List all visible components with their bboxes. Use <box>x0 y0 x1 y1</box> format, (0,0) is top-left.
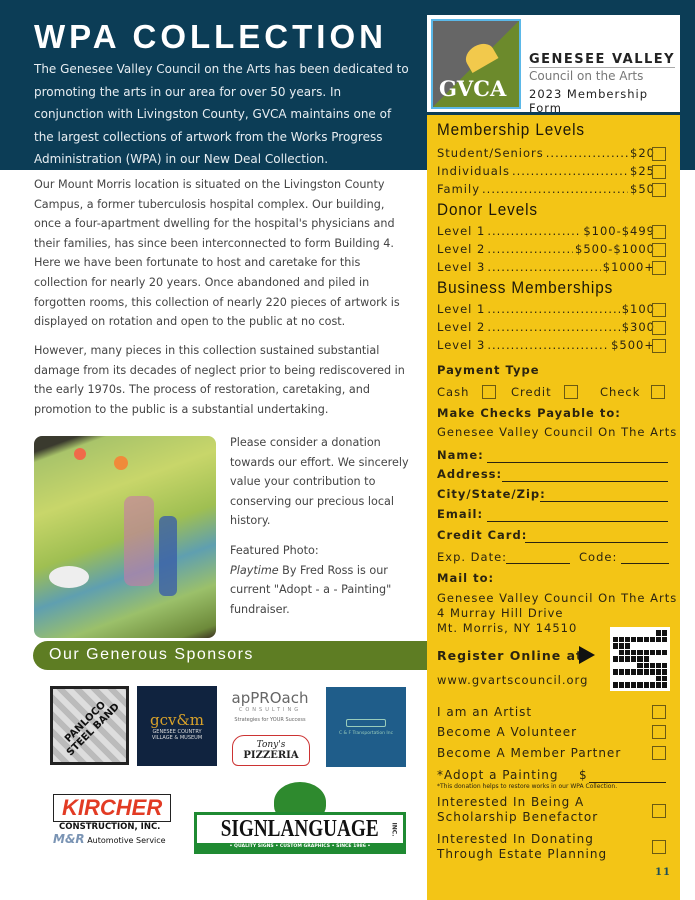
level-label: Level 2 <box>437 320 486 334</box>
level-label: Level 1 <box>437 224 486 238</box>
level-price: $25 <box>630 164 655 178</box>
payment-type-label: Payment Type <box>437 363 540 377</box>
option-label: I am an Artist <box>437 705 533 719</box>
donor-checkbox[interactable] <box>652 225 666 239</box>
donor-heading: Donor Levels <box>437 200 538 219</box>
field-label: City/State/Zip: <box>437 487 546 501</box>
qr-cell <box>650 643 655 649</box>
leader-dots <box>487 320 619 334</box>
approach-sub: CONSULTING <box>238 707 302 713</box>
qr-cell <box>613 656 618 662</box>
sponsor-logo-kircher <box>53 790 183 850</box>
field-input-line[interactable] <box>487 451 668 463</box>
qr-cell <box>644 630 649 636</box>
sign-tagline: • QUALITY SIGNS • CUSTOM GRAPHICS • SINCE 1986 • <box>229 844 371 849</box>
field-input-line[interactable] <box>525 531 668 543</box>
qr-cell <box>656 637 661 643</box>
qr-cell <box>662 656 667 662</box>
sponsors-heading: Our Generous Sponsors <box>33 641 427 670</box>
qr-cell <box>662 682 667 688</box>
qr-cell <box>631 643 636 649</box>
scholar-line: Interested In Being A <box>437 795 585 809</box>
qr-cell <box>619 643 624 649</box>
adopt-note: *This donation helps to restore works in our WPA Collection. <box>437 783 618 790</box>
qr-code[interactable] <box>610 627 670 691</box>
level-label: Level 1 <box>437 302 486 316</box>
field-input-line[interactable] <box>540 490 668 502</box>
qr-cell <box>637 669 642 675</box>
membership-checkbox[interactable] <box>652 183 666 197</box>
painting-title: Playtime <box>230 563 279 577</box>
field-label: Name: <box>437 448 484 462</box>
qr-cell <box>662 676 667 682</box>
mr-automotive <box>53 832 166 846</box>
qr-cell <box>625 637 630 643</box>
estate-line: Through Estate Planning <box>437 847 608 861</box>
level-label: Level 2 <box>437 242 486 256</box>
donor-row <box>437 224 655 238</box>
qr-cell <box>662 643 667 649</box>
qr-cell <box>656 630 661 636</box>
qr-cell <box>631 676 636 682</box>
sign-inc: INC. <box>390 822 398 836</box>
logo-name: GENESEE VALLEY <box>529 52 676 67</box>
sponsor-logo-cf-transportation <box>326 687 406 767</box>
option-checkbox[interactable] <box>652 725 666 739</box>
qr-cell <box>656 682 661 688</box>
intro-text: The Genesee Valley Council on the Arts has been dedicated to promoting the arts in our area for over 50 years. In conjunction with Livingston County, GVCA maintains one of the largest collections of artwork from the Works Progress Administration (WPA) in our New Deal Collection. <box>34 62 409 166</box>
qr-cell <box>619 663 624 669</box>
payment-option-label: Cash <box>437 385 470 399</box>
qr-cell <box>656 669 661 675</box>
qr-cell <box>619 650 624 656</box>
pizzeria-text: PIZZERIA <box>243 750 299 761</box>
membership-row <box>437 146 655 160</box>
donor-row <box>437 242 655 256</box>
mail-address-line: Mt. Morris, NY 14510 <box>437 621 578 635</box>
qr-cell <box>637 663 642 669</box>
qr-cell <box>619 676 624 682</box>
qr-cell <box>650 656 655 662</box>
membership-checkbox[interactable] <box>652 165 666 179</box>
page-margin <box>680 170 695 900</box>
leader-dots <box>487 302 619 316</box>
bus-icon <box>346 719 386 727</box>
qr-cell <box>625 663 630 669</box>
payment-2-checkbox[interactable] <box>651 385 665 399</box>
payable-to: Genesee Valley Council On The Arts <box>437 425 678 439</box>
business-row <box>437 302 655 316</box>
qr-cell <box>650 630 655 636</box>
membership-heading: Membership Levels <box>437 120 585 139</box>
featured-label: Featured Photo: <box>230 543 319 557</box>
qr-cell <box>656 656 661 662</box>
paragraph-location: Our Mount Morris location is situated on the Livingston County Campus, a former tuberculosis hospital complex. Our building, once a four-apartment dwelling for the hospital's physicians and their families, has since been interconnected to form Building 4. Here we have been fortunate to host and caretake for this collection for nearly 20 years. Once abandoned and piled in forgotten rooms, this collection of nearly 220 pieces of artwork is displayed on rotation and open to the public at no cost. <box>34 178 400 329</box>
qr-cell <box>637 682 642 688</box>
payment-0-checkbox[interactable] <box>482 385 496 399</box>
business-row <box>437 338 655 352</box>
donation-appeal <box>230 433 415 619</box>
qr-cell <box>613 650 618 656</box>
featured-painting-image <box>34 436 216 638</box>
qr-cell <box>656 663 661 669</box>
sponsor-logo-tonys-pizzeria <box>232 735 310 766</box>
level-label: Family <box>437 182 481 196</box>
payment-option-label: Credit <box>511 385 552 399</box>
scholar-line: Scholarship Benefactor <box>437 810 599 824</box>
level-price: $300 <box>621 320 655 334</box>
level-price: $100-$499 <box>583 224 655 238</box>
qr-cell <box>662 637 667 643</box>
mail-to-label: Mail to: <box>437 571 495 585</box>
business-heading: Business Memberships <box>437 278 614 297</box>
qr-cell <box>644 656 649 662</box>
sponsor-logo-approach <box>226 686 314 726</box>
estate-line: Interested In Donating <box>437 832 594 846</box>
level-label: Level 3 <box>437 260 486 274</box>
option-label: Become A Member Partner <box>437 746 622 760</box>
arrow-right-icon <box>579 646 595 664</box>
gcvm-name: GENESEE COUNTRY VILLAGE & MUSEUM <box>151 729 203 741</box>
level-price: $50 <box>630 182 655 196</box>
mail-address-line: 4 Murray Hill Drive <box>437 606 564 620</box>
donor-checkbox[interactable] <box>652 243 666 257</box>
caption-rest: By Fred Ross is our current "Adopt - a - Painting" fundraiser. <box>230 563 392 616</box>
business-checkbox[interactable] <box>652 321 666 335</box>
qr-cell <box>613 643 618 649</box>
qr-cell <box>637 637 642 643</box>
cf-text: C & F Transportation Inc <box>338 730 394 736</box>
sponsor-logo-gcvm <box>137 686 217 766</box>
field-label: Credit Card: <box>437 528 528 542</box>
qr-cell <box>644 669 649 675</box>
qr-cell <box>650 663 655 669</box>
website-url[interactable]: www.gvartscouncil.org <box>437 673 589 687</box>
qr-cell <box>656 676 661 682</box>
qr-cell <box>625 676 630 682</box>
field-label: Email: <box>437 507 484 521</box>
leader-dots <box>487 242 573 256</box>
qr-cell <box>631 630 636 636</box>
leader-dots <box>512 164 628 178</box>
approach-text: apPROach <box>231 689 309 707</box>
qr-cell <box>619 637 624 643</box>
qr-cell <box>625 650 630 656</box>
gcvm-mark: gcv&m <box>149 711 205 729</box>
qr-cell <box>613 669 618 675</box>
code-label: Code: <box>579 550 618 564</box>
option-checkbox[interactable] <box>652 746 666 760</box>
business-checkbox[interactable] <box>652 339 666 353</box>
page-number: 11 <box>655 867 671 878</box>
qr-cell <box>619 630 624 636</box>
membership-form <box>427 115 680 900</box>
qr-cell <box>631 669 636 675</box>
qr-cell <box>625 630 630 636</box>
qr-cell <box>637 650 642 656</box>
qr-cell <box>625 682 630 688</box>
estate-checkbox[interactable] <box>652 840 666 854</box>
sign-text: SIGNLANGUAGE <box>221 815 379 842</box>
leader-dots <box>487 260 600 274</box>
qr-cell <box>650 637 655 643</box>
qr-cell <box>613 637 618 643</box>
membership-checkbox[interactable] <box>652 147 666 161</box>
level-label: Individuals <box>437 164 510 178</box>
level-price: $100 <box>621 302 655 316</box>
qr-cell <box>631 637 636 643</box>
qr-cell <box>662 663 667 669</box>
payment-option-label: Check <box>600 385 641 399</box>
qr-cell <box>650 682 655 688</box>
field-label: Address: <box>437 467 503 481</box>
qr-cell <box>662 669 667 675</box>
qr-cell <box>631 663 636 669</box>
qr-cell <box>619 682 624 688</box>
level-price: $1000+ <box>602 260 655 274</box>
business-checkbox[interactable] <box>652 303 666 317</box>
exp-date-label: Exp. Date: <box>437 550 508 564</box>
panloco-text: PANLOCO STEEL BAND <box>63 699 122 758</box>
qr-cell <box>631 650 636 656</box>
qr-cell <box>637 643 642 649</box>
qr-cell <box>631 656 636 662</box>
form-title: 2023 Membership Form <box>529 87 648 115</box>
field-input-line[interactable] <box>502 470 668 482</box>
code-input[interactable] <box>621 552 669 564</box>
mail-address-line: Genesee Valley Council On The Arts <box>437 591 678 605</box>
level-price: $20 <box>630 146 655 160</box>
gvca-mark-text: GVCA <box>439 76 507 101</box>
qr-cell <box>644 650 649 656</box>
qr-cell <box>644 663 649 669</box>
logo-subtitle: Council on the Arts <box>529 69 644 83</box>
qr-cell <box>644 682 649 688</box>
mr-text: M&R <box>53 832 85 846</box>
approach-tagline: Strategies for YOUR Success <box>234 717 306 723</box>
membership-row <box>437 164 655 178</box>
gvca-mark <box>431 19 521 109</box>
field-input-line[interactable] <box>487 510 668 522</box>
sign-banner <box>194 812 406 854</box>
qr-cell <box>637 656 642 662</box>
paragraph-restoration: However, many pieces in this collection sustained substantial damage from its decades of neglect prior to being rediscovered in the early 1970s. The process of restoration, caretaking, and promotion to the public is a substantial undertaking. <box>34 344 405 416</box>
payment-1-checkbox[interactable] <box>564 385 578 399</box>
mr-sub: Automotive Service <box>87 836 166 845</box>
dollar-sign: $ <box>579 768 588 782</box>
kircher-text: KIRCHER <box>53 794 171 822</box>
qr-cell <box>650 669 655 675</box>
scholar-checkbox[interactable] <box>652 804 666 818</box>
leader-dots <box>546 146 628 160</box>
membership-row <box>437 182 655 196</box>
donor-row <box>437 260 655 274</box>
qr-cell <box>625 643 630 649</box>
qr-cell <box>613 630 618 636</box>
kircher-sub: CONSTRUCTION, INC. <box>59 822 161 832</box>
leader-dots <box>487 338 609 352</box>
qr-cell <box>662 630 667 636</box>
qr-cell <box>631 682 636 688</box>
donation-text: Please consider a donation towards our effort. We sincerely value your contribution to conserving our precious local history. <box>230 436 409 528</box>
qr-cell <box>650 676 655 682</box>
qr-cell <box>619 669 624 675</box>
sponsor-logo-panloco <box>50 686 129 765</box>
level-price: $500+ <box>611 338 655 352</box>
leader-dots <box>482 182 628 196</box>
level-label: Level 3 <box>437 338 486 352</box>
exp-date-input[interactable] <box>506 552 570 564</box>
tonys-text: Tony's <box>256 740 286 750</box>
option-checkbox[interactable] <box>652 705 666 719</box>
qr-cell <box>656 643 661 649</box>
qr-cell <box>650 650 655 656</box>
sun-icon <box>462 39 499 73</box>
qr-cell <box>644 676 649 682</box>
qr-cell <box>613 676 618 682</box>
qr-cell <box>637 676 642 682</box>
qr-cell <box>662 650 667 656</box>
option-label: Become A Volunteer <box>437 725 578 739</box>
qr-cell <box>656 650 661 656</box>
qr-cell <box>613 682 618 688</box>
qr-cell <box>613 663 618 669</box>
business-row <box>437 320 655 334</box>
level-label: Student/Seniors <box>437 146 544 160</box>
featured-caption <box>230 561 415 620</box>
qr-cell <box>644 643 649 649</box>
gvca-logo-box <box>427 15 680 115</box>
adopt-label: *Adopt a Painting <box>437 768 559 782</box>
qr-cell <box>619 656 624 662</box>
payable-label: Make Checks Payable to: <box>437 406 621 420</box>
sign-panel <box>197 815 403 843</box>
page-title: WPA COLLECTION <box>34 18 387 55</box>
qr-cell <box>637 630 642 636</box>
sponsor-logo-signlanguage <box>194 782 406 854</box>
qr-cell <box>625 656 630 662</box>
register-online-label: Register Online at <box>437 648 583 663</box>
qr-cell <box>644 637 649 643</box>
leader-dots <box>487 224 581 238</box>
adopt-amount-input[interactable] <box>589 771 666 783</box>
qr-cell <box>625 669 630 675</box>
level-price: $500-$1000 <box>575 242 655 256</box>
donor-checkbox[interactable] <box>652 261 666 275</box>
